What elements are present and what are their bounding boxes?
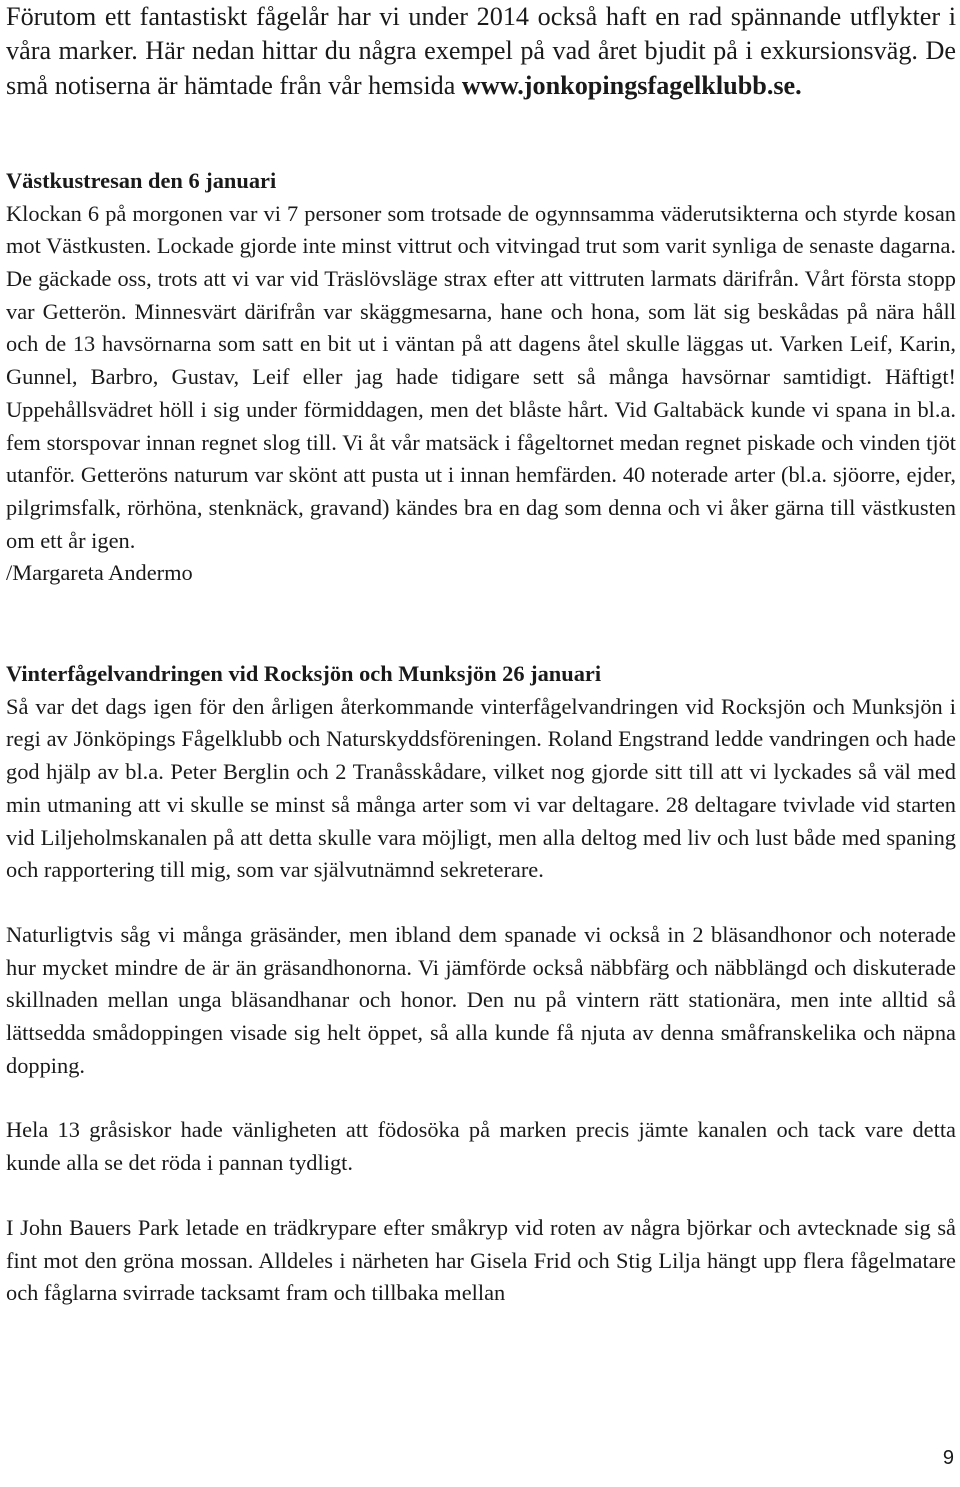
article-title: Vinterfågelvandringen vid Rocksjön och Munksjön 26 januari [6, 661, 602, 687]
article-paragraph: Klockan 6 på morgonen var vi 7 personer som trotsade de ogynnsamma väderutsikterna och styrde kosan mot Västkusten. Lockade gjorde inte minst vittrut och vitvingad trut som varit synliga de senaste dagarna. De gäckade oss, trots att vi var vid Träslövsläge strax efter att vittruten larmats därifrån. Vårt första stopp var Getterön. Minnesvärt därifrån var skäggmesarna, hane och hona, som lät sig beskådas på nära håll och de 13 havsörnarna som satt en bit ut i väntan på att dagens åtel skulle läggas ut. Varken Leif, Karin, Gunnel, Barbro, Gustav, Leif eller jag hade tidigare sett så många havsörnar samtidigt. Häftigt! Uppehållsvädret höll i sig under förmiddagen, men det blåste hårt. Vid Galtabäck kunde vi spana in bl.a. fem storspovar innan regnet slog till. Vi åt vår matsäck i fågeltornet medan regnet piskade och vinden tjöt utanför. Getteröns naturum var skönt att pusta ut i innan hemfärden. 40 noterade arter (bl.a. sjöorre, ejder, pilgrimsfalk, rörhöna, stenknäck, gravand) kändes bra en dag som denna och vi åker gärna till västkusten om ett år igen. [6, 200, 956, 553]
article-signature: /Margareta Andermo [6, 560, 193, 586]
page-number: 9 [942, 1447, 954, 1469]
article-vinterfagelvandringen [6, 658, 956, 1310]
article-title: Västkustresan den 6 januari [6, 167, 277, 193]
article-paragraph: Hela 13 gråsiskor hade vänligheten att födosöka på marken precis jämte kanalen och tack vare detta kunde alla se det röda i pannan tydligt. [6, 1117, 956, 1176]
article-paragraph: I John Bauers Park letade en trädkrypare efter småkryp vid roten av några björkar och avtecknade sig så fint mot den gröna mossan. Alldeles i närheten har Gisela Frid och Stig Lilja hängt upp flera fågelmatare och fåglarna svirrade tacksamt fram och tillbaka mellan [6, 1214, 956, 1306]
intro-paragraph [6, 0, 956, 103]
intro-text: Förutom ett fantastiskt fågelår har vi under 2014 också haft en rad spännande utflykter i våra marker. Här nedan hittar du några exempel på vad året bjudit på i exkursionsväg. De små notiserna är hämtade från vår hemsida [6, 2, 956, 100]
article-paragraph: Naturligtvis såg vi många gräsänder, men ibland dem spanade vi också in 2 bläsandhonor och noterade hur mycket mindre de är än gräsandhonorna. Vi jämförde också näbbfärg och näbblängd och diskuterade skillnaden mellan unga bläsandhanar och honor. Den nu på vintern rätt stationära, men inte alltid så lättsedda smådoppingen visade sig helt öppet, så alla kunde få njuta av denna småfranskelika och näpna dopping. [6, 921, 956, 1078]
article-vastkustresan [6, 165, 956, 590]
article-paragraph: Så var det dags igen för den årligen återkommande vinterfågelvandringen vid Rocksjön och Munksjön i regi av Jönköpings Fågelklubb och Naturskyddsföreningen. Roland Engstrand ledde vandringen och hade god hjälp av bl.a. Peter Berglin och 2 Tranåsskådare, vilket nog gjorde sitt till att vi lyckades så väl med min utmaning att vi skulle se minst så många arter som vi var deltagare. 28 deltagare tvivlade vid starten vid Liljeholmskanalen på att detta skulle vara möjligt, men alla deltog med liv och lust både med spaning och rapportering till mig, som var självutnämnd sekreterare. [6, 693, 956, 883]
club-website-url: www.jonkopingsfagelklubb.se. [461, 70, 802, 100]
document-page [6, 0, 956, 1310]
